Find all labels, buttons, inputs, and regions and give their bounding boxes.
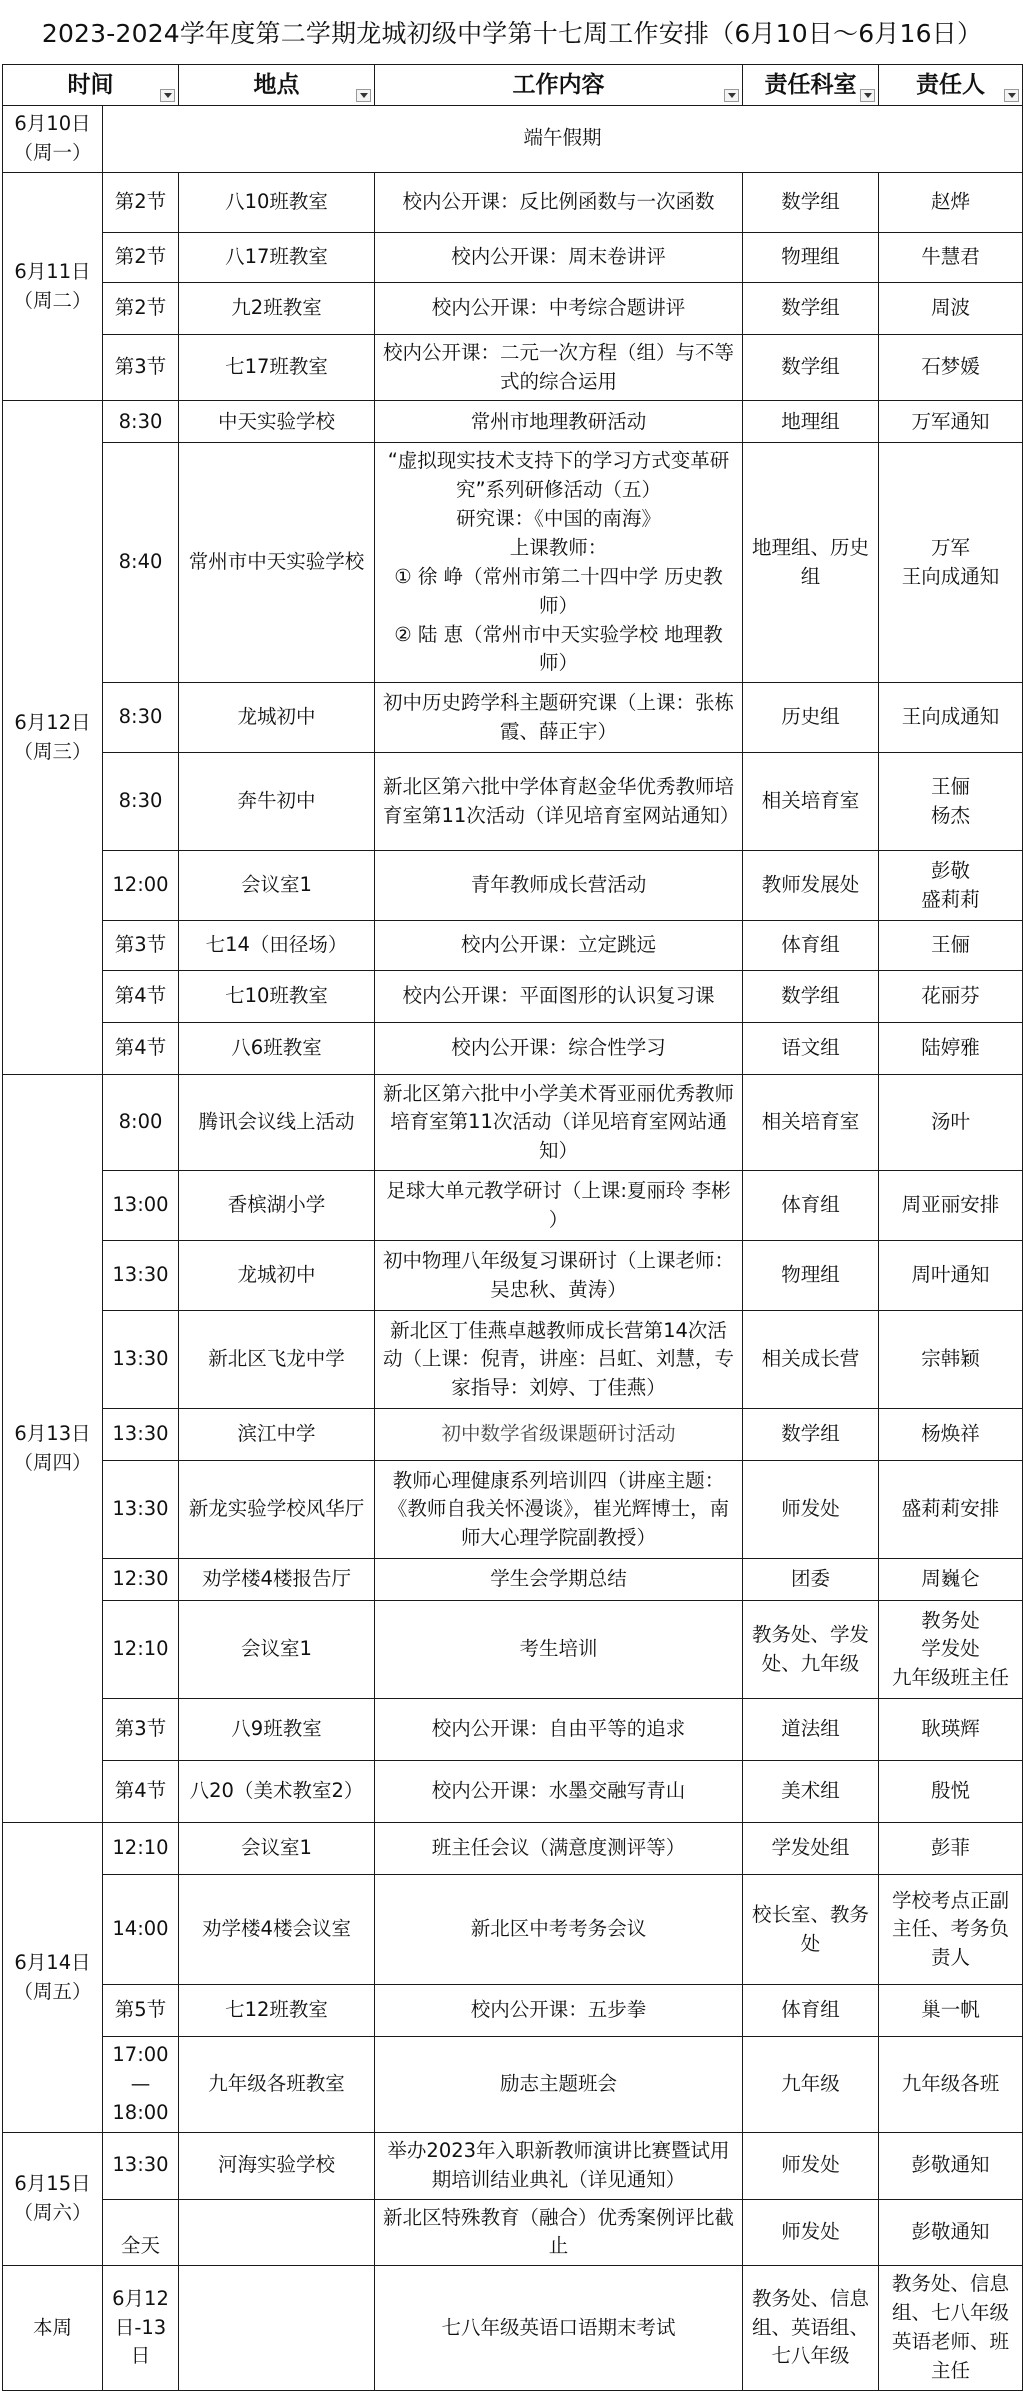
department-cell: 相关成长营 bbox=[743, 1311, 879, 1409]
time-cell: 第2节 bbox=[103, 282, 179, 334]
header-location: 地点 bbox=[179, 65, 375, 106]
location-cell: 新龙实验学校风华厅 bbox=[179, 1461, 375, 1559]
content-cell: 校内公开课：自由平等的追求 bbox=[375, 1699, 743, 1761]
table-row bbox=[3, 921, 1023, 971]
content-cell: 校内公开课：反比例函数与一次函数 bbox=[375, 172, 743, 232]
content-cell: 学生会学期总结 bbox=[375, 1559, 743, 1601]
department-cell: 师发处 bbox=[743, 2199, 879, 2266]
department-cell: 师发处 bbox=[743, 2132, 879, 2199]
table-row bbox=[3, 172, 1023, 232]
person-cell: 九年级各班 bbox=[879, 2037, 1023, 2133]
time-cell: 第4节 bbox=[103, 1023, 179, 1075]
department-cell: 地理组、历史组 bbox=[743, 443, 879, 683]
page-title: 2023-2024学年度第二学期龙城初级中学第十七周工作安排（6月10日～6月16日） bbox=[41, 19, 983, 48]
content-cell: 校内公开课：水墨交融写青山 bbox=[375, 1761, 743, 1823]
date-cell: 6月12日 （周三） bbox=[3, 401, 103, 1075]
date-cell: 6月14日 （周五） bbox=[3, 1823, 103, 2133]
location-cell: 劝学楼4楼会议室 bbox=[179, 1875, 375, 1985]
person-cell: 盛莉莉安排 bbox=[879, 1461, 1023, 1559]
table-row bbox=[3, 971, 1023, 1023]
department-cell: 体育组 bbox=[743, 1171, 879, 1241]
department-cell: 语文组 bbox=[743, 1023, 879, 1075]
person-cell: 牛慧君 bbox=[879, 232, 1023, 282]
time-cell: 13:00 bbox=[103, 1171, 179, 1241]
content-cell: 校内公开课：二元一次方程（组）与不等式的综合运用 bbox=[375, 334, 743, 401]
time-cell: 12:30 bbox=[103, 1559, 179, 1601]
location-cell: 新北区飞龙中学 bbox=[179, 1311, 375, 1409]
time-cell: 17:00— 18:00 bbox=[103, 2037, 179, 2133]
location-cell: 滨江中学 bbox=[179, 1409, 375, 1461]
location-cell: 香槟湖小学 bbox=[179, 1171, 375, 1241]
content-cell: 校内公开课：立定跳远 bbox=[375, 921, 743, 971]
time-cell: 8:30 bbox=[103, 683, 179, 753]
table-row bbox=[3, 1171, 1023, 1241]
time-cell: 8:00 bbox=[103, 1075, 179, 1171]
department-cell: 历史组 bbox=[743, 683, 879, 753]
time-cell: 第2节 bbox=[103, 172, 179, 232]
table-row bbox=[3, 1823, 1023, 1875]
person-cell: 杨焕祥 bbox=[879, 1409, 1023, 1461]
content-cell: 励志主题班会 bbox=[375, 2037, 743, 2133]
filter-dropdown-icon[interactable] bbox=[160, 89, 175, 102]
department-cell: 教务处、信息组、英语组、七八年级 bbox=[743, 2266, 879, 2390]
time-cell: 第4节 bbox=[103, 1761, 179, 1823]
filter-dropdown-icon[interactable] bbox=[1004, 89, 1019, 102]
content-cell: 教师心理健康系列培训四（讲座主题：《教师自我关怀漫谈》，崔光辉博士，南师大心理学院副教授） bbox=[375, 1461, 743, 1559]
location-cell: 八20（美术教室2） bbox=[179, 1761, 375, 1823]
location-cell: 劝学楼4楼报告厅 bbox=[179, 1559, 375, 1601]
time-cell: 第3节 bbox=[103, 1699, 179, 1761]
department-cell: 物理组 bbox=[743, 1241, 879, 1311]
location-cell bbox=[179, 2199, 375, 2266]
person-cell: 王俪 bbox=[879, 921, 1023, 971]
location-cell: 七10班教室 bbox=[179, 971, 375, 1023]
table-row bbox=[3, 753, 1023, 851]
person-cell: 花丽芬 bbox=[879, 971, 1023, 1023]
filter-dropdown-icon[interactable] bbox=[860, 89, 875, 102]
time-cell: 8:30 bbox=[103, 401, 179, 443]
table-row bbox=[3, 851, 1023, 921]
table-row bbox=[3, 106, 1023, 173]
schedule-table bbox=[2, 64, 1023, 2391]
time-cell: 13:30 bbox=[103, 1409, 179, 1461]
department-cell: 学发处组 bbox=[743, 1823, 879, 1875]
department-cell: 物理组 bbox=[743, 232, 879, 282]
date-cell: 6月15日 （周六） bbox=[3, 2132, 103, 2265]
time-cell: 第5节 bbox=[103, 1985, 179, 2037]
time-cell: 8:30 bbox=[103, 753, 179, 851]
holiday-cell: 端午假期 bbox=[103, 106, 1023, 173]
department-cell: 数学组 bbox=[743, 971, 879, 1023]
person-cell: 周亚丽安排 bbox=[879, 1171, 1023, 1241]
content-cell: 新北区丁佳燕卓越教师成长营第14次活动（上课：倪青，讲座：吕虹、刘慧，专家指导：刘婷、丁佳燕） bbox=[375, 1311, 743, 1409]
table-row bbox=[3, 1409, 1023, 1461]
table-row bbox=[3, 2037, 1023, 2133]
department-cell: 教师发展处 bbox=[743, 851, 879, 921]
time-cell: 12:00 bbox=[103, 851, 179, 921]
department-cell: 地理组 bbox=[743, 401, 879, 443]
location-cell: 龙城初中 bbox=[179, 1241, 375, 1311]
location-cell bbox=[179, 2266, 375, 2390]
table-row bbox=[3, 1075, 1023, 1171]
header-department: 责任科室 bbox=[743, 65, 879, 106]
content-cell: 新北区特殊教育（融合）优秀案例评比截止 bbox=[375, 2199, 743, 2266]
content-cell: 七八年级英语口语期末考试 bbox=[375, 2266, 743, 2390]
filter-dropdown-icon[interactable] bbox=[724, 89, 739, 102]
department-cell: 体育组 bbox=[743, 1985, 879, 2037]
time-cell: 全天 bbox=[103, 2199, 179, 2266]
department-cell: 体育组 bbox=[743, 921, 879, 971]
person-cell: 汤叶 bbox=[879, 1075, 1023, 1171]
date-cell: 6月13日 （周四） bbox=[3, 1075, 103, 1823]
person-cell: 彭敬通知 bbox=[879, 2199, 1023, 2266]
person-cell: 宗韩颖 bbox=[879, 1311, 1023, 1409]
table-row bbox=[3, 1761, 1023, 1823]
time-cell: 13:30 bbox=[103, 2132, 179, 2199]
location-cell: 八9班教室 bbox=[179, 1699, 375, 1761]
table-row bbox=[3, 683, 1023, 753]
department-cell: 数学组 bbox=[743, 1409, 879, 1461]
location-cell: 八17班教室 bbox=[179, 232, 375, 282]
person-cell: 赵烨 bbox=[879, 172, 1023, 232]
location-cell: 会议室1 bbox=[179, 851, 375, 921]
person-cell: 彭敬 盛莉莉 bbox=[879, 851, 1023, 921]
table-row bbox=[3, 232, 1023, 282]
table-row bbox=[3, 2132, 1023, 2199]
person-cell: 巢一帆 bbox=[879, 1985, 1023, 2037]
department-cell: 团委 bbox=[743, 1559, 879, 1601]
table-row bbox=[3, 1985, 1023, 2037]
table-row bbox=[3, 1601, 1023, 1699]
time-cell: 13:30 bbox=[103, 1311, 179, 1409]
location-cell: 奔牛初中 bbox=[179, 753, 375, 851]
person-cell: 殷悦 bbox=[879, 1761, 1023, 1823]
content-cell: 常州市地理教研活动 bbox=[375, 401, 743, 443]
content-cell: 足球大单元教学研讨（上课:夏丽玲 李彬 ） bbox=[375, 1171, 743, 1241]
content-cell: 青年教师成长营活动 bbox=[375, 851, 743, 921]
content-cell: 初中历史跨学科主题研究课（上课：张栋霞、薛正宇） bbox=[375, 683, 743, 753]
content-cell: 校内公开课：中考综合题讲评 bbox=[375, 282, 743, 334]
person-cell: 周叶通知 bbox=[879, 1241, 1023, 1311]
content-cell: 校内公开课：五步拳 bbox=[375, 1985, 743, 2037]
time-cell: 第3节 bbox=[103, 921, 179, 971]
table-row bbox=[3, 334, 1023, 401]
location-cell: 九2班教室 bbox=[179, 282, 375, 334]
person-cell: 陆婷雅 bbox=[879, 1023, 1023, 1075]
time-cell: 6月12日-13日 bbox=[103, 2266, 179, 2390]
table-row bbox=[3, 1699, 1023, 1761]
department-cell: 相关培育室 bbox=[743, 1075, 879, 1171]
department-cell: 师发处 bbox=[743, 1461, 879, 1559]
time-cell: 12:10 bbox=[103, 1823, 179, 1875]
location-cell: 七17班教室 bbox=[179, 334, 375, 401]
department-cell: 数学组 bbox=[743, 172, 879, 232]
content-cell: 校内公开课：综合性学习 bbox=[375, 1023, 743, 1075]
table-row bbox=[3, 1241, 1023, 1311]
table-row bbox=[3, 2199, 1023, 2266]
content-cell: 考生培训 bbox=[375, 1601, 743, 1699]
time-cell: 13:30 bbox=[103, 1241, 179, 1311]
table-row bbox=[3, 1559, 1023, 1601]
location-cell: 龙城初中 bbox=[179, 683, 375, 753]
content-cell: 举办2023年入职新教师演讲比赛暨试用期培训结业典礼（详见通知） bbox=[375, 2132, 743, 2199]
location-cell: 会议室1 bbox=[179, 1601, 375, 1699]
date-cell: 本周 bbox=[3, 2266, 103, 2390]
person-cell: 耿瑛辉 bbox=[879, 1699, 1023, 1761]
table-row bbox=[3, 443, 1023, 683]
location-cell: 腾讯会议线上活动 bbox=[179, 1075, 375, 1171]
department-cell: 九年级 bbox=[743, 2037, 879, 2133]
location-cell: 九年级各班教室 bbox=[179, 2037, 375, 2133]
location-cell: 八10班教室 bbox=[179, 172, 375, 232]
department-cell: 相关培育室 bbox=[743, 753, 879, 851]
content-cell: 新北区第六批中学体育赵金华优秀教师培育室第11次活动（详见培育室网站通知） bbox=[375, 753, 743, 851]
person-cell: 教务处 学发处 九年级班主任 bbox=[879, 1601, 1023, 1699]
time-cell: 第4节 bbox=[103, 971, 179, 1023]
content-cell: 班主任会议（满意度测评等） bbox=[375, 1823, 743, 1875]
time-cell: 第2节 bbox=[103, 232, 179, 282]
location-cell: 会议室1 bbox=[179, 1823, 375, 1875]
time-cell: 第3节 bbox=[103, 334, 179, 401]
date-cell: 6月10日 （周一） bbox=[3, 106, 103, 173]
person-cell: 万军通知 bbox=[879, 401, 1023, 443]
table-row bbox=[3, 2266, 1023, 2390]
content-cell: 初中物理八年级复习课研讨（上课老师：吴忠秋、黄涛） bbox=[375, 1241, 743, 1311]
header-row bbox=[3, 65, 1023, 106]
content-cell: 校内公开课：平面图形的认识复习课 bbox=[375, 971, 743, 1023]
date-cell: 6月11日 （周二） bbox=[3, 172, 103, 401]
table-row bbox=[3, 1461, 1023, 1559]
location-cell: 七14（田径场） bbox=[179, 921, 375, 971]
content-cell: 初中数学省级课题研讨活动 bbox=[375, 1409, 743, 1461]
time-cell: 12:10 bbox=[103, 1601, 179, 1699]
content-cell: “虚拟现实技术支持下的学习方式变革研究”系列研修活动（五） 研究课：《中国的南海》 上课教师： ① 徐 峥（常州市第二十四中学 历史教师） ② 陆 恵（常州市中天实验学校 地理教师） bbox=[375, 443, 743, 683]
content-cell: 新北区中考考务会议 bbox=[375, 1875, 743, 1985]
table-row bbox=[3, 1875, 1023, 1985]
department-cell: 道法组 bbox=[743, 1699, 879, 1761]
location-cell: 河海实验学校 bbox=[179, 2132, 375, 2199]
time-cell: 13:30 bbox=[103, 1461, 179, 1559]
department-cell: 教务处、学发处、九年级 bbox=[743, 1601, 879, 1699]
person-cell: 教务处、信息组、七八年级英语老师、班主任 bbox=[879, 2266, 1023, 2390]
location-cell: 七12班教室 bbox=[179, 1985, 375, 2037]
department-cell: 数学组 bbox=[743, 282, 879, 334]
person-cell: 周波 bbox=[879, 282, 1023, 334]
location-cell: 中天实验学校 bbox=[179, 401, 375, 443]
header-time: 时间 bbox=[3, 65, 179, 106]
table-row bbox=[3, 1311, 1023, 1409]
table-row bbox=[3, 1023, 1023, 1075]
filter-dropdown-icon[interactable] bbox=[356, 89, 371, 102]
department-cell: 校长室、教务处 bbox=[743, 1875, 879, 1985]
location-cell: 常州市中天实验学校 bbox=[179, 443, 375, 683]
person-cell: 学校考点正副主任、考务负责人 bbox=[879, 1875, 1023, 1985]
person-cell: 王俪 杨杰 bbox=[879, 753, 1023, 851]
person-cell: 石梦媛 bbox=[879, 334, 1023, 401]
department-cell: 数学组 bbox=[743, 334, 879, 401]
person-cell: 周巍仑 bbox=[879, 1559, 1023, 1601]
time-cell: 14:00 bbox=[103, 1875, 179, 1985]
person-cell: 王向成通知 bbox=[879, 683, 1023, 753]
person-cell: 万军 王向成通知 bbox=[879, 443, 1023, 683]
location-cell: 八6班教室 bbox=[179, 1023, 375, 1075]
table-row bbox=[3, 282, 1023, 334]
header-content: 工作内容 bbox=[375, 65, 743, 106]
person-cell: 彭敬通知 bbox=[879, 2132, 1023, 2199]
content-cell: 校内公开课：周末卷讲评 bbox=[375, 232, 743, 282]
time-cell: 8:40 bbox=[103, 443, 179, 683]
person-cell: 彭菲 bbox=[879, 1823, 1023, 1875]
table-row bbox=[3, 401, 1023, 443]
header-person: 责任人 bbox=[879, 65, 1023, 106]
department-cell: 美术组 bbox=[743, 1761, 879, 1823]
content-cell: 新北区第六批中小学美术胥亚丽优秀教师培育室第11次活动（详见培育室网站通知） bbox=[375, 1075, 743, 1171]
